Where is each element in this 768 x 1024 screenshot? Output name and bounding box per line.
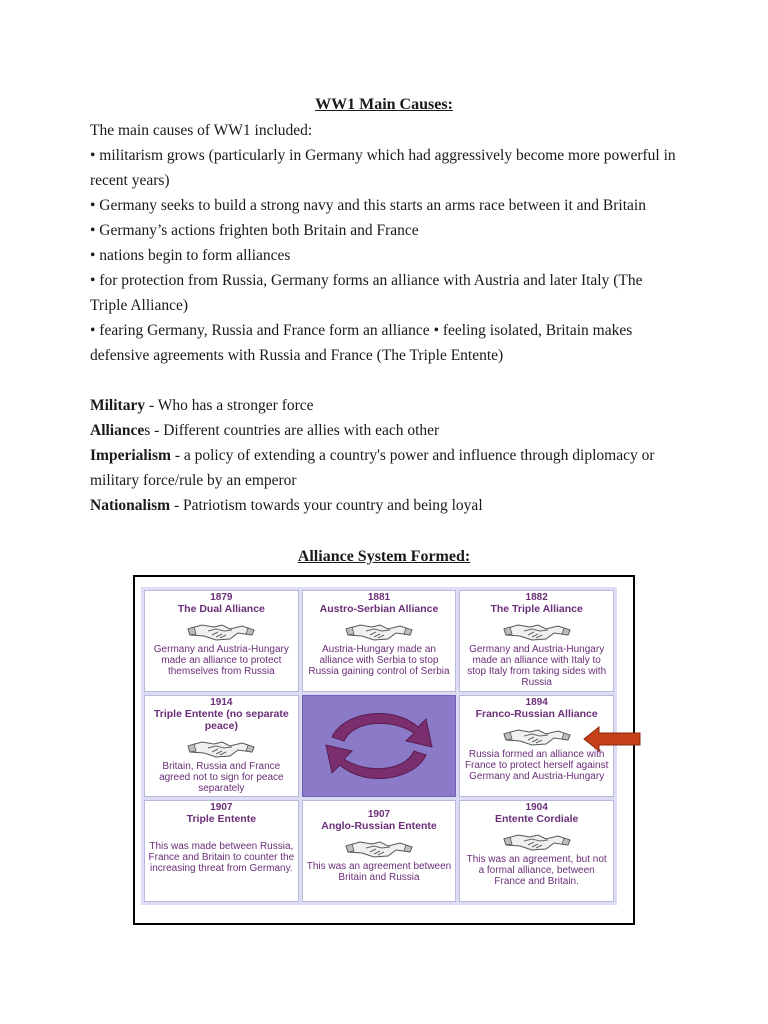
page-title: WW1 Main Causes: xyxy=(315,96,453,113)
alliance-year: 1914 xyxy=(210,697,233,708)
alliance-description: This was an agreement, but not a formal alliance, between France and Britain. xyxy=(466,854,607,887)
alliance-card-dual-alliance xyxy=(144,590,299,692)
definition-military-text: - Who has a stronger force xyxy=(145,397,314,414)
alliance-year: 1904 xyxy=(525,802,548,813)
alliance-name: Franco-Russian Alliance xyxy=(475,708,598,720)
handshake-icon xyxy=(344,834,414,860)
alliance-year: 1882 xyxy=(525,592,548,603)
alliance-name: Triple Entente (no separate peace) xyxy=(153,708,289,732)
alliance-year: 1881 xyxy=(367,592,391,603)
alliance-year: 1907 xyxy=(367,809,391,820)
handshake-icon xyxy=(186,617,256,643)
definition-imperialism xyxy=(90,443,680,493)
cycle-panel xyxy=(302,695,457,797)
handshake-icon xyxy=(186,734,256,760)
alliance-card-austro-serbian xyxy=(302,590,457,692)
bullet-triple-alliance: • for protection from Russia, Germany forms an alliance with Austria and later Italy (The Triple Alliance) xyxy=(90,272,643,314)
bullet-militarism: • militarism grows (particularly in Germany which had aggressively become more powerful in recent years) xyxy=(90,147,676,189)
alliance-card-triple-entente xyxy=(144,800,299,902)
alliance-name: Triple Entente xyxy=(186,813,257,825)
term-imperialism: Imperialism xyxy=(90,447,171,464)
alliance-description: Britain, Russia and France agreed not to sign for peace separately xyxy=(159,761,284,794)
definition-nationalism-text: - Patriotism towards your country and being loyal xyxy=(170,497,483,514)
bullet-triple-entente: • fearing Germany, Russia and France form an alliance • feeling isolated, Britain makes defensive agreements with Russia and France (The Triple Entente) xyxy=(90,322,633,364)
alliance-year: 1879 xyxy=(210,592,233,603)
intro-line: The main causes of WW1 included: xyxy=(90,122,313,139)
alliance-name: Anglo-Russian Entente xyxy=(321,820,437,832)
cycle-arrows-icon xyxy=(314,701,444,791)
alliance-description: Germany and Austria-Hungary made an alliance with Italy to stop Italy from taking sides with Russia xyxy=(467,644,607,688)
alliance-description: Austria-Hungary made an alliance with Serbia to stop Russia gaining control of Serbia xyxy=(308,644,450,677)
alliance-name: The Dual Alliance xyxy=(177,603,265,615)
bullet-navy: • Germany seeks to build a strong navy and this starts an arms race between it and Britain xyxy=(90,197,646,214)
term-military: Military xyxy=(90,397,146,414)
handshake-icon xyxy=(502,617,572,643)
alliance-card-triple-entente-no-separate-peace xyxy=(144,695,299,797)
definition-military xyxy=(90,393,680,418)
alliance-card-anglo-russian xyxy=(302,800,457,902)
figure-title: Alliance System Formed: xyxy=(297,548,471,565)
alliance-description: This was made between Russia, France and Britain to counter the increasing threat from Germany. xyxy=(148,841,295,874)
definition-alliances-text: s - Different countries are allies with each other xyxy=(144,422,440,439)
definition-imperialism-text: - a policy of extending a country's power and influence through diplomacy or military force/rule by an emperor xyxy=(90,447,655,489)
main-text xyxy=(90,118,680,518)
alliance-name: The Triple Alliance xyxy=(490,603,583,615)
alliance-year: 1894 xyxy=(525,697,548,708)
alliance-description: This was an agreement between Britain and Russia xyxy=(306,861,452,883)
alliance-card-triple-alliance xyxy=(459,590,614,692)
alliance-name: Entente Cordiale xyxy=(494,813,579,825)
alliance-year: 1907 xyxy=(210,802,233,813)
pointer-arrow-icon xyxy=(583,726,641,752)
alliance-name: Austro-Serbian Alliance xyxy=(319,603,439,615)
handshake-icon xyxy=(502,827,572,853)
alliance-description: Russia formed an alliance with France to protect herself against Germany and Austria-Hungary xyxy=(464,749,609,782)
definition-alliances xyxy=(90,418,680,443)
term-nationalism: Nationalism xyxy=(90,497,171,514)
alliance-figure xyxy=(133,575,635,925)
alliance-description: Germany and Austria-Hungary made an alliance to protect themselves from Russia xyxy=(153,644,289,677)
term-alliances: Alliance xyxy=(90,422,145,439)
alliance-card-entente-cordiale xyxy=(459,800,614,902)
handshake-icon xyxy=(502,722,572,748)
bullet-frighten: • Germany’s actions frighten both Britain and France xyxy=(90,222,419,239)
definition-nationalism xyxy=(90,493,680,518)
bullet-alliances: • nations begin to form alliances xyxy=(90,247,291,264)
alliance-grid xyxy=(141,587,617,905)
handshake-icon xyxy=(344,617,414,643)
